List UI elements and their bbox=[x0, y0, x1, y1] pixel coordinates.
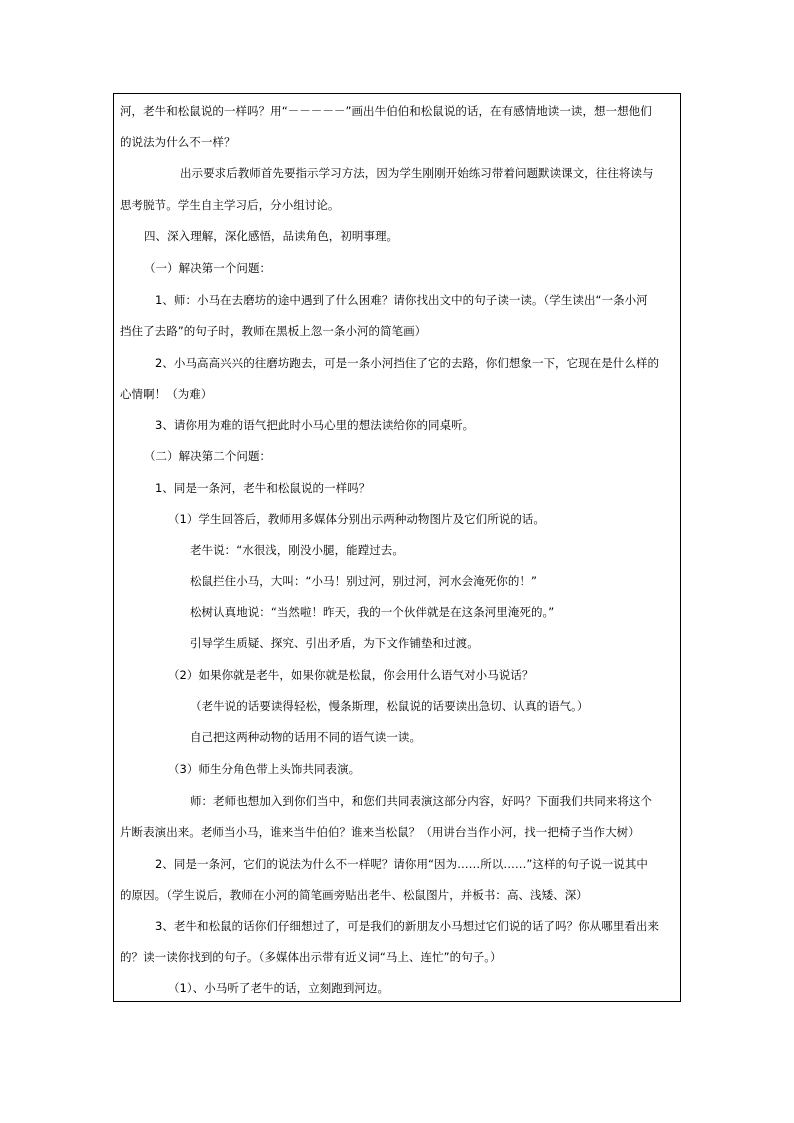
text-line-16: 松鼠拦住小马，大叫：“小马！别过河，别过河，河水会淹死你的！” bbox=[190, 574, 537, 588]
text-line-3: 出示要求后教师首先要指示学习方法，因为学生刚刚开始练习带着问题默读课文，往往将读与 bbox=[180, 166, 654, 180]
text-line-13: 1、同是一条河，老牛和松鼠说的一样吗？ bbox=[155, 481, 371, 495]
text-line-2: 的说法为什么不一样？ bbox=[120, 135, 236, 149]
text-line-21: 自己把这两种动物的话用不同的语气读一读。 bbox=[190, 730, 421, 744]
text-line-9: 2、小马高高兴兴的往磨坊跑去，可是一条小河挡住了它的去路，你们想象一下，它现在是什么样的 bbox=[155, 356, 660, 370]
text-line-15: 老牛说：“水很浅，刚没小腿，能蹚过去。 bbox=[190, 543, 404, 557]
text-line-4: 思考脱节。学生自主学习后，分小组讨论。 bbox=[120, 198, 340, 212]
text-line-7: 1、师：小马在去磨坊的途中遇到了什么困难？请你找出文中的句子读一读。（学生读出“一条小河 bbox=[155, 293, 648, 307]
text-line-20: （老牛说的话要读得轻松，慢条斯理，松鼠说的话要读出急切、认真的语气。） bbox=[190, 699, 589, 713]
text-line-18: 引导学生质疑、探究、引出矛盾，为下文作铺垫和过渡。 bbox=[190, 636, 479, 650]
text-line-26: 的原因。（学生说后，教师在小河的简笔画旁贴出老牛、松鼠图片，并板书：高、浅矮、深） bbox=[120, 888, 588, 902]
text-line-6: （一）解决第一个问题： bbox=[144, 261, 272, 275]
text-line-25: 2、同是一条河，它们的说法为什么不一样呢？请你用“因为……所以……”这样的句子说一说其中 bbox=[155, 857, 648, 871]
text-line-8: 挡住了去路”的句子时，教师在黑板上忽一条小河的简笔画） bbox=[120, 324, 427, 338]
text-line-19: （2）如果你就是老牛，如果你就是松鼠，你会用什么语气对小马说话？ bbox=[168, 668, 534, 682]
text-line-11: 3、请你用为难的语气把此时小马心里的想法读给你的同桌听。 bbox=[155, 418, 475, 432]
text-line-22: （3）师生分角色带上头饰共同表演。 bbox=[168, 762, 361, 776]
text-line-10: 心情啊！（为难） bbox=[120, 387, 213, 401]
text-line-5: 四、深入理解，深化感悟，品读角色，初明事理。 bbox=[144, 229, 399, 243]
text-line-14: （1）学生回答后，教师用多媒体分别出示两种动物图片及它们所说的话。 bbox=[168, 512, 545, 526]
text-line-27: 3、老牛和松鼠的话你们仔细想过了，可是我们的新朋友小马想过它们说的话了吗？你从哪里看出来 bbox=[155, 919, 660, 933]
text-line-29: （1）、小马听了老牛的话，立刻跑到河边。 bbox=[168, 981, 390, 995]
text-line-12: （二）解决第二个问题： bbox=[144, 449, 272, 463]
text-line-23: 师：老师也想加入到你们当中，和您们共同表演这部分内容，好吗？下面我们共同来将这个 bbox=[190, 794, 652, 808]
text-line-24: 片断表演出来。老师当小马，谁来当牛伯伯？谁来当松鼠？（用讲台当作小河，找一把椅子当作大树） bbox=[120, 825, 640, 839]
text-line-1: 河，老牛和松鼠说的一样吗？用“－－－－－”画出牛伯伯和松鼠说的话，在有感情地读一读，想一想他们 bbox=[120, 104, 652, 118]
text-line-28: 的？读一读你找到的句子。（多媒体出示带有近义词“马上、连忙”的句子。） bbox=[120, 950, 502, 964]
text-line-17: 松树认真地说：“当然啦！昨天，我的一个伙伴就是在这条河里淹死的。” bbox=[190, 605, 555, 619]
